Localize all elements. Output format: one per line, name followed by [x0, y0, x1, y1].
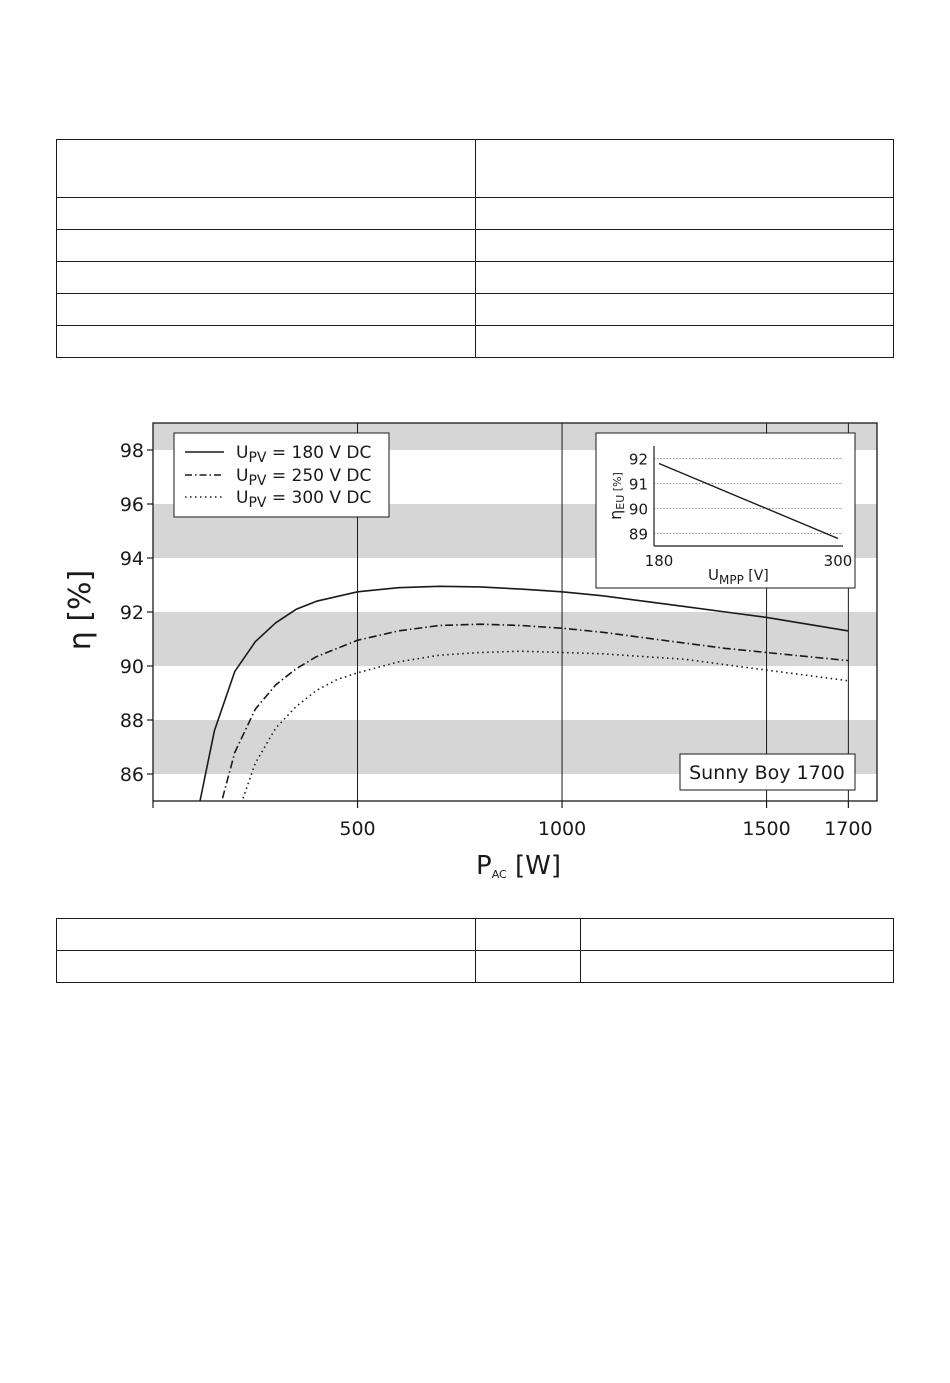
table-row: [57, 294, 894, 326]
background-band: [153, 612, 877, 666]
table-row: [57, 198, 894, 230]
y-tick-label: 96: [119, 494, 144, 516]
x-tick-label: 1000: [537, 818, 587, 840]
table-cell: [581, 951, 894, 983]
y-tick-label: 94: [119, 548, 144, 570]
table-cell: [57, 294, 476, 326]
inset-y-label: ηEU [%]: [606, 472, 627, 520]
inset-chart: [596, 433, 855, 588]
inset-x-label: $U_{MPP}$ [V]: [708, 566, 769, 587]
upper-table: [56, 139, 894, 358]
inset-y-tick-label: 91: [628, 475, 648, 494]
table-row: [57, 951, 894, 983]
table-cell: [57, 262, 476, 294]
legend: [174, 433, 389, 517]
table-cell: [476, 326, 894, 358]
table-row: [57, 919, 894, 951]
table-cell: [581, 919, 894, 951]
table-cell: [57, 140, 476, 198]
inset-x-tick-label: 180: [644, 552, 674, 570]
table-cell: [476, 198, 894, 230]
x-axis-label: PAC [W]: [476, 851, 561, 881]
table-row: [57, 326, 894, 358]
inset-x-tick-label: 300: [823, 552, 853, 570]
table-row: [57, 230, 894, 262]
legend-entry: $U_{PV} = 300$ V DC: [236, 488, 372, 511]
table-row: [57, 262, 894, 294]
table-cell: [57, 198, 476, 230]
y-axis-label: η [%]: [63, 569, 98, 651]
table-cell: [476, 919, 581, 951]
inset-y-tick-label: 90: [628, 500, 648, 519]
x-tick-label: 1500: [742, 818, 791, 840]
table-cell: [57, 326, 476, 358]
table-cell: [57, 951, 476, 983]
y-tick-label: 88: [119, 710, 144, 732]
x-tick-label: 1700: [824, 818, 873, 840]
x-tick-label: 500: [339, 818, 376, 840]
lower-table: [56, 918, 894, 983]
model-annotation: [680, 754, 855, 790]
table-cell: [476, 294, 894, 326]
table-cell: [57, 919, 476, 951]
legend-entry: $U_{PV} = 250$ V DC: [236, 466, 372, 489]
y-tick-label: 98: [119, 440, 144, 462]
efficiency-chart: [0, 400, 950, 900]
legend-entry: $U_{PV} = 180$ V DC: [236, 443, 372, 466]
table-cell: [476, 230, 894, 262]
table-cell: [476, 262, 894, 294]
y-tick-label: 86: [119, 764, 144, 786]
table-cell: [476, 951, 581, 983]
y-tick-label: 92: [119, 602, 144, 624]
table-row: [57, 140, 894, 198]
table-cell: [476, 140, 894, 198]
annotation-text: Sunny Boy 1700: [689, 762, 845, 784]
inset-y-tick-label: 92: [628, 450, 648, 469]
inset-y-tick-label: 89: [628, 525, 648, 544]
table-cell: [57, 230, 476, 262]
y-tick-label: 90: [119, 656, 144, 678]
